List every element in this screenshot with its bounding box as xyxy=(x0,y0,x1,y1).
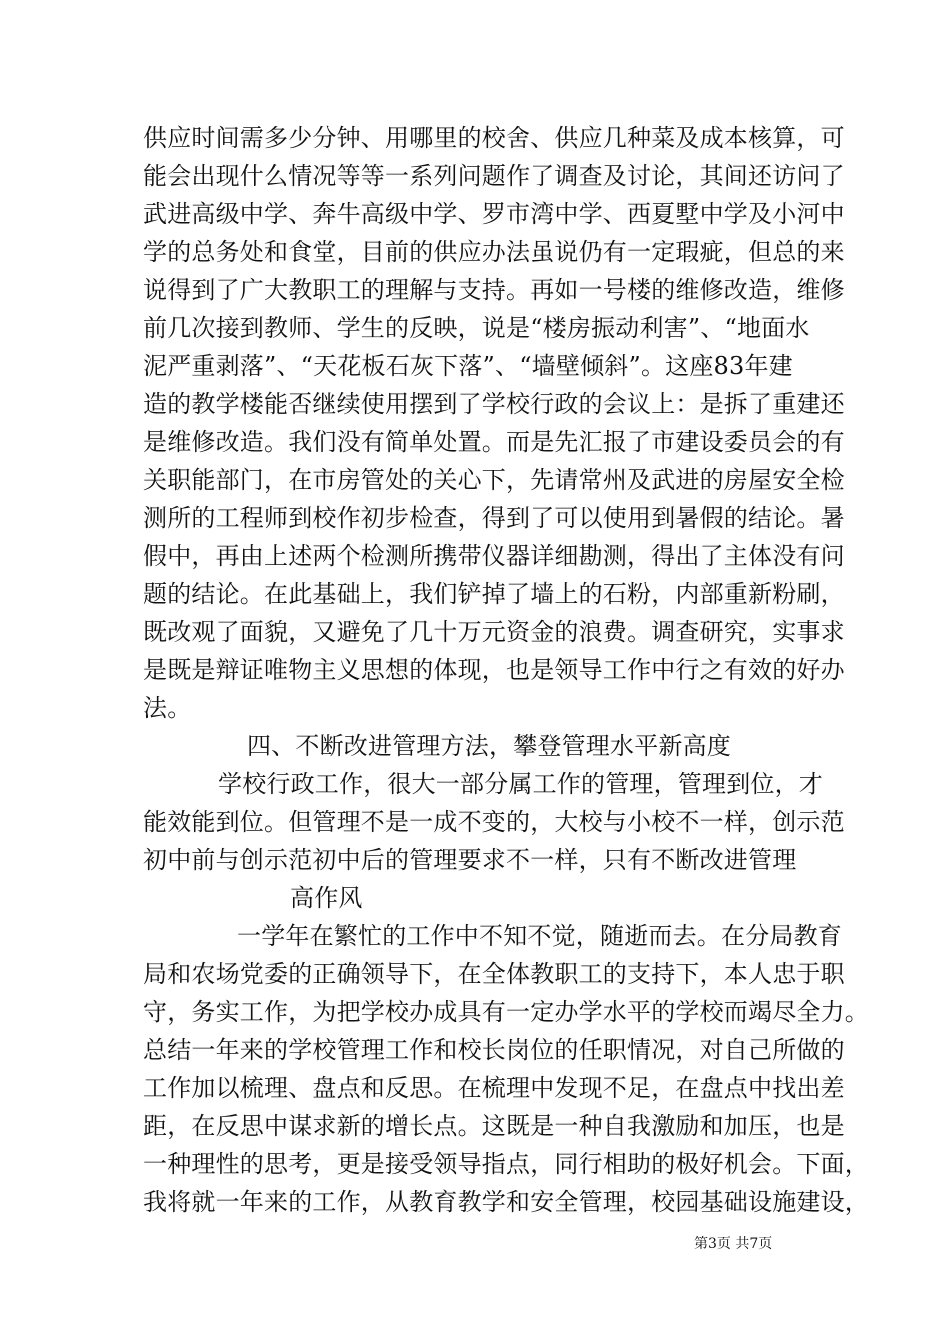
text-line: 说得到了广大教职工的理解与支持。再如一号楼的维修改造，维修 xyxy=(143,276,845,304)
text-line: 泥严重剥落”、“天花板石灰下落”、“墙壁倾斜”。这座83年建 xyxy=(143,352,793,380)
text-line: 既改观了面貌，又避免了几十万元资金的浪费。调查研究，实事求 xyxy=(143,618,845,646)
text-line: 我将就一年来的工作，从教育教学和安全管理，校园基础设施建设， xyxy=(143,1188,869,1216)
text-line: 工作加以梳理、盘点和反思。在梳理中发现不足，在盘点中找出差 xyxy=(143,1074,845,1102)
text-line: 题的结论。在此基础上，我们铲掉了墙上的石粉，内部重新粉刷， xyxy=(143,580,845,608)
text-line: 武进高级中学、奔牛高级中学、罗市湾中学、西夏墅中学及小河中 xyxy=(143,200,845,228)
text-line: 守，务实工作，为把学校办成具有一定办学水平的学校而竭尽全力。 xyxy=(143,998,869,1026)
text-line: 测所的工程师到校作初步检查，得到了可以使用到暑假的结论。暑 xyxy=(143,504,845,532)
text-line: 关职能部门，在市房管处的关心下，先请常州及武进的房屋安全检 xyxy=(143,466,845,494)
text-line: 初中前与创示范初中后的管理要求不一样，只有不断改进管理 xyxy=(143,846,797,874)
section-heading: 四、不断改进管理方法，攀登管理水平新高度 xyxy=(247,732,731,760)
text-line: 造的教学楼能否继续使用摆到了学校行政的会议上：是拆了重建还 xyxy=(143,390,845,418)
text-line: 学校行政工作，很大一部分属工作的管理，管理到位，才 xyxy=(218,770,823,798)
text-line: 距，在反思中谋求新的增长点。这既是一种自我激励和加压，也是 xyxy=(143,1112,845,1140)
text-line: 假中，再由上述两个检测所携带仪器详细勘测，得出了主体没有问 xyxy=(143,542,845,570)
page-number: 第3页 共7页 xyxy=(694,1236,773,1252)
text-line: 一种理性的思考，更是接受领导指点，同行相助的极好机会。下面， xyxy=(143,1150,869,1178)
title-fragment: 高作风 xyxy=(290,884,363,912)
text-line: 局和农场党委的正确领导下，在全体教职工的支持下，本人忠于职 xyxy=(143,960,845,988)
text-line: 总结一年来的学校管理工作和校长岗位的任职情况，对自己所做的 xyxy=(143,1036,845,1064)
text-line: 供应时间需多少分钟、用哪里的校舍、供应几种菜及成本核算，可 xyxy=(143,124,845,152)
text-line: 一学年在繁忙的工作中不知不觉，随逝而去。在分局教育 xyxy=(237,922,842,950)
text-line: 法。 xyxy=(143,694,192,722)
text-line: 是既是辩证唯物主义思想的体现，也是领导工作中行之有效的好办 xyxy=(143,656,845,684)
text-line: 能效能到位。但管理不是一成不变的，大校与小校不一样，创示范 xyxy=(143,808,845,836)
text-line: 是维修改造。我们没有简单处置。而是先汇报了市建设委员会的有 xyxy=(143,428,845,456)
text-line: 前几次接到教师、学生的反映，说是“楼房振动利害”、“地面水 xyxy=(143,314,810,342)
text-line: 学的总务处和食堂，目前的供应办法虽说仍有一定瑕疵，但总的来 xyxy=(143,238,845,266)
text-line: 能会出现什么情况等等一系列问题作了调查及讨论，其间还访问了 xyxy=(143,162,845,190)
